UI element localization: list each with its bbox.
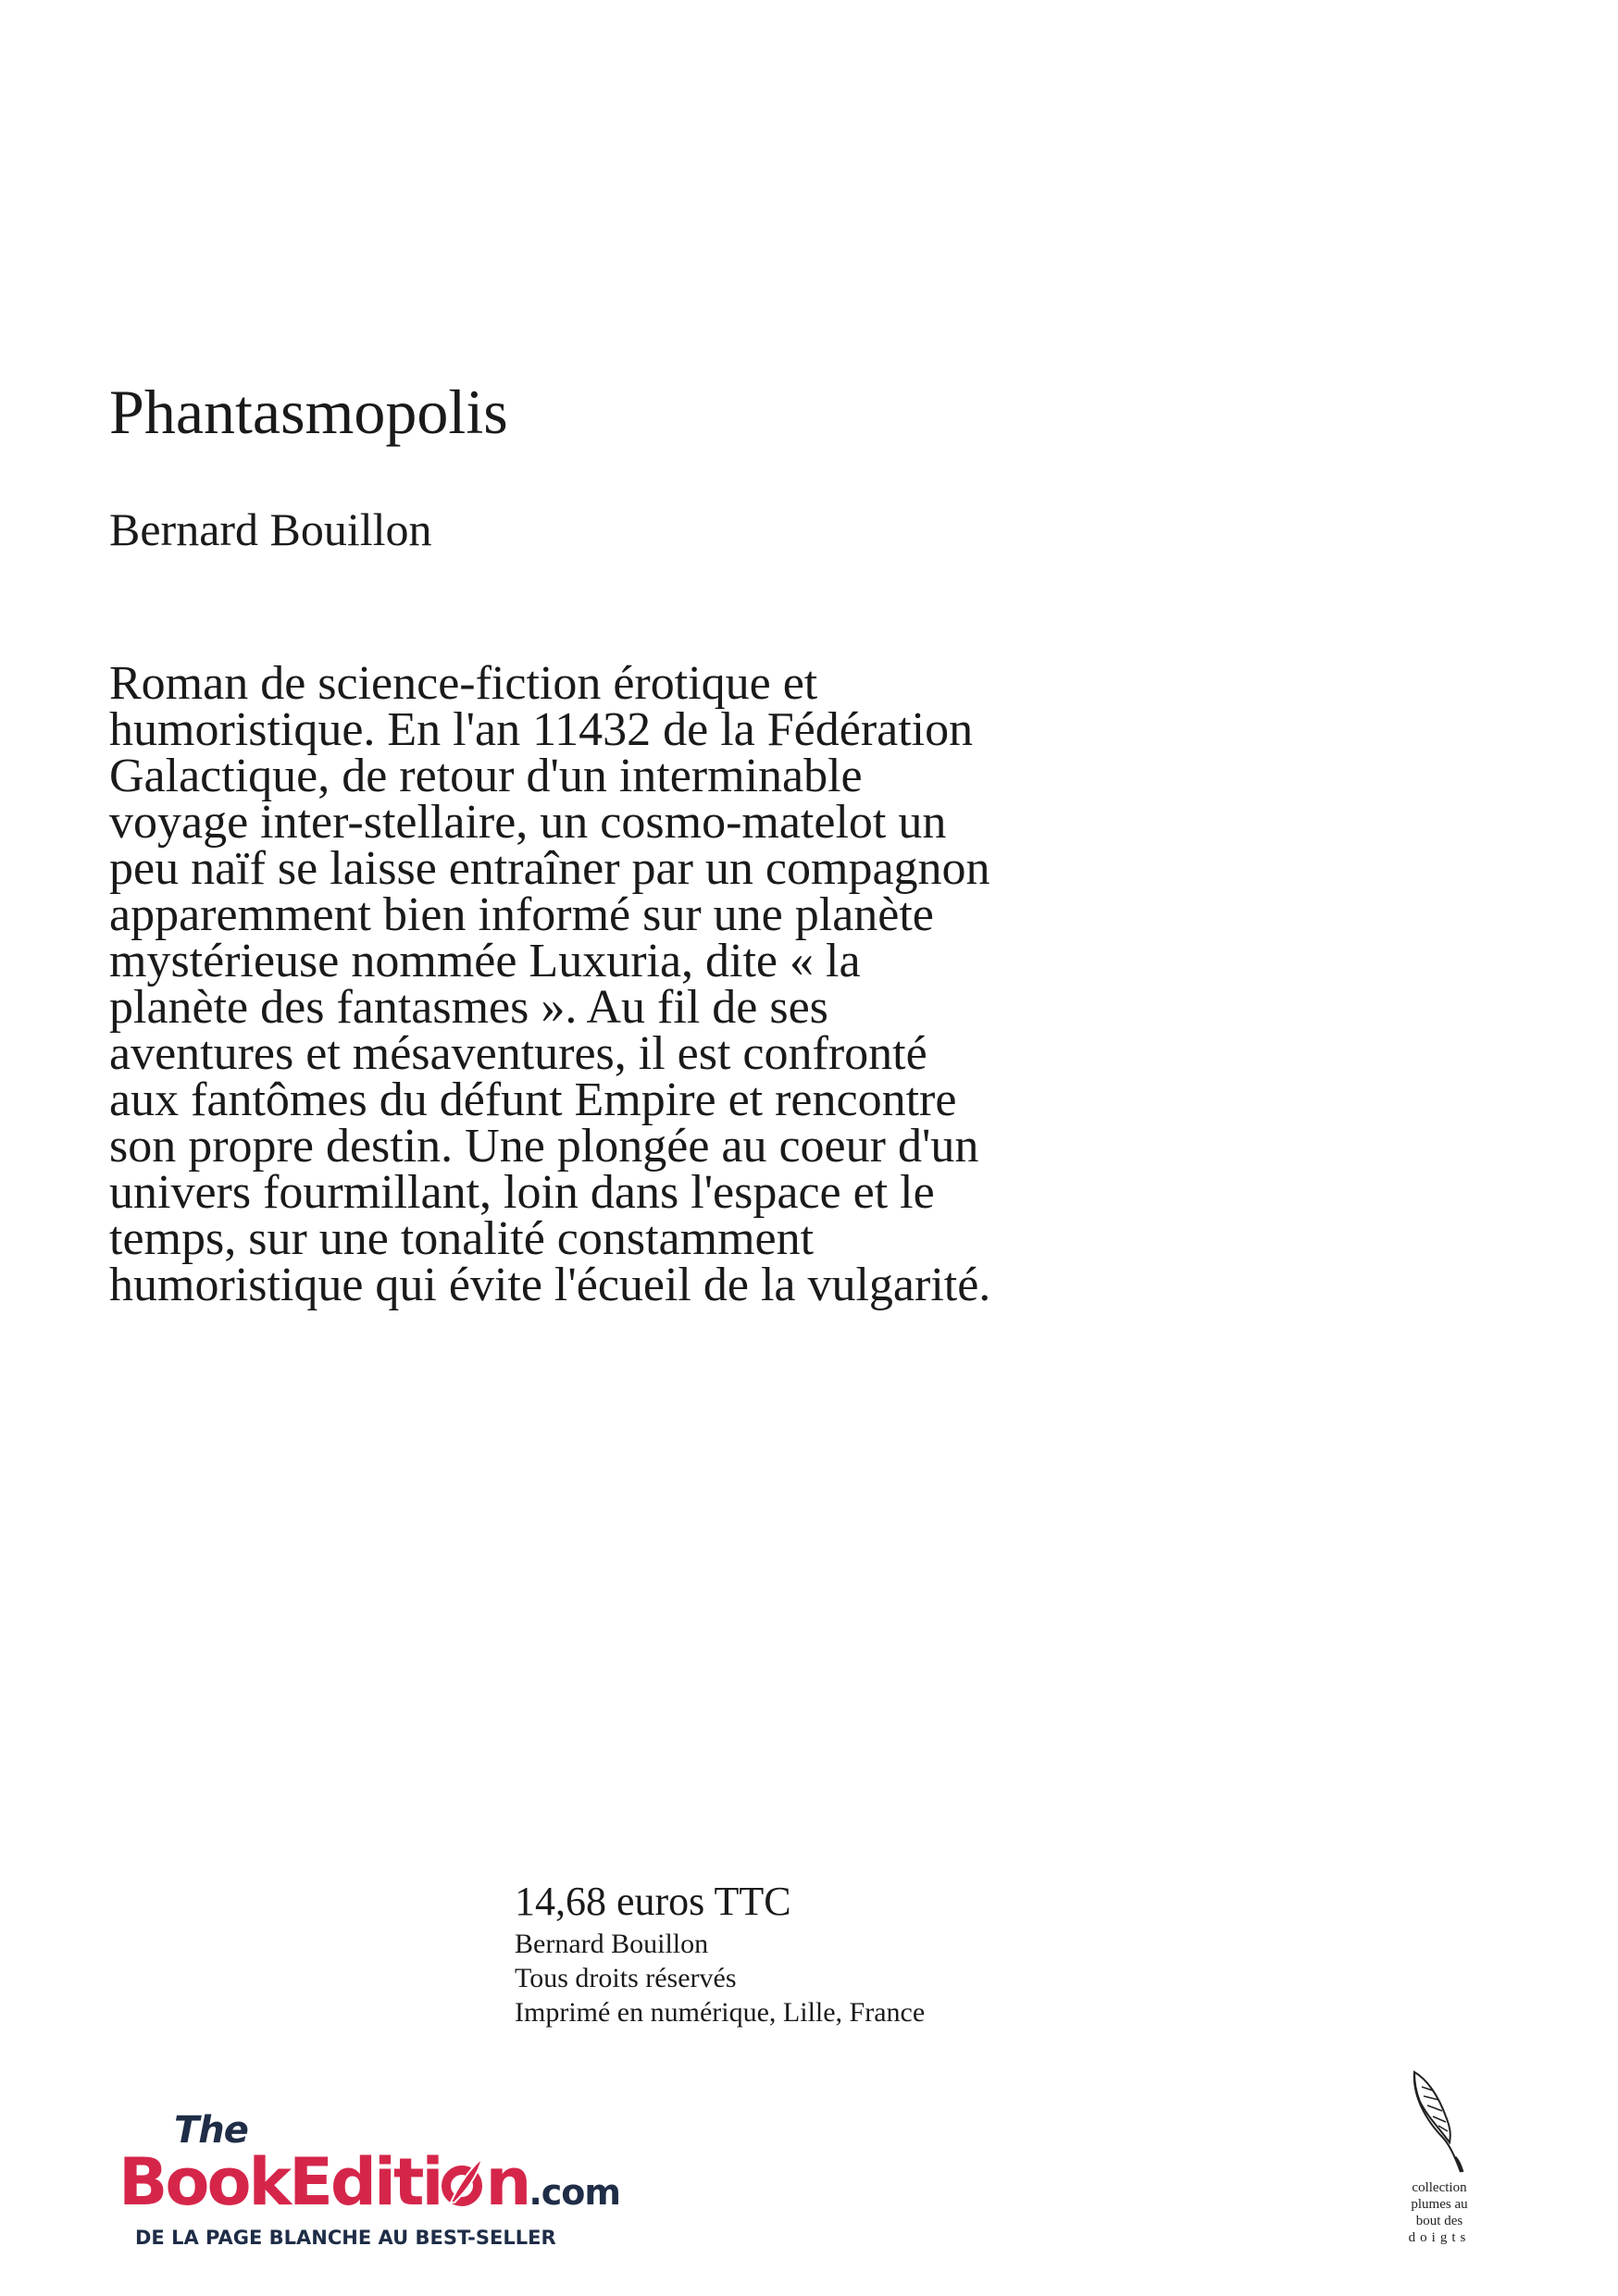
blurb-line: aux fantômes du défunt Empire et rencontre xyxy=(109,1074,957,1126)
book-author: Bernard Bouillon xyxy=(109,503,432,555)
collection-badge xyxy=(1388,2068,1490,2253)
blurb-line: voyage inter-stellaire, un cosmo-matelot un xyxy=(109,796,947,849)
collection-line: bout des xyxy=(1415,2214,1463,2228)
logo-the: The xyxy=(174,2109,248,2152)
collection-label xyxy=(1388,2179,1490,2246)
blurb-line: apparemment bien informé sur une planète xyxy=(109,888,934,941)
logo-name-part1: BookEditi xyxy=(118,2144,442,2220)
blurb-line: planète des fantasmes ». Au fil de ses xyxy=(109,981,828,1034)
imprint-block xyxy=(515,1877,925,2029)
print-location: Imprimé en numérique, Lille, France xyxy=(515,1997,926,2028)
logo-tagline: DE LA PAGE BLANCHE AU BEST-SELLER xyxy=(135,2227,556,2249)
collection-line: plumes au xyxy=(1411,2197,1468,2212)
blurb-line: Roman de science-fiction érotique et xyxy=(109,657,818,710)
blurb-line: Galactique, de retour d'un interminable xyxy=(109,750,863,802)
collection-line: doigts xyxy=(1408,2230,1471,2245)
feather-icon xyxy=(1409,2068,1464,2175)
blurb-line: humoristique. En l'an 11432 de la Fédération xyxy=(109,703,974,756)
logo-name-part2: n xyxy=(485,2144,529,2220)
blurb-line: mystérieuse nommée Luxuria, dite « la xyxy=(109,935,861,987)
blurb-line: temps, sur une tonalité constamment xyxy=(109,1212,815,1265)
logo-domain: .com xyxy=(529,2172,620,2213)
blurb-line: son propre destin. Une plongée au coeur d'un xyxy=(109,1120,979,1173)
blurb-line: univers fourmillant, loin dans l'espace et le xyxy=(109,1166,935,1219)
blurb-line: peu naïf se laisse entraîner par un compagnon xyxy=(109,842,990,895)
price: 14,68 euros TTC xyxy=(515,1879,791,1924)
collection-line: collection xyxy=(1412,2180,1467,2195)
logo-wordmark xyxy=(118,2144,620,2228)
publisher-logo xyxy=(118,2110,674,2267)
book-title: Phantasmopolis xyxy=(109,377,508,447)
imprint-author: Bernard Bouillon xyxy=(515,1929,709,1959)
book-blurb xyxy=(109,657,1313,1311)
rights-notice: Tous droits réservés xyxy=(515,1963,737,1993)
blurb-line: humoristique qui évite l'écueil de la vulgarité. xyxy=(109,1259,991,1311)
blurb-line: aventures et mésaventures, il est confronté xyxy=(109,1027,927,1080)
quill-o-icon xyxy=(442,2156,484,2208)
